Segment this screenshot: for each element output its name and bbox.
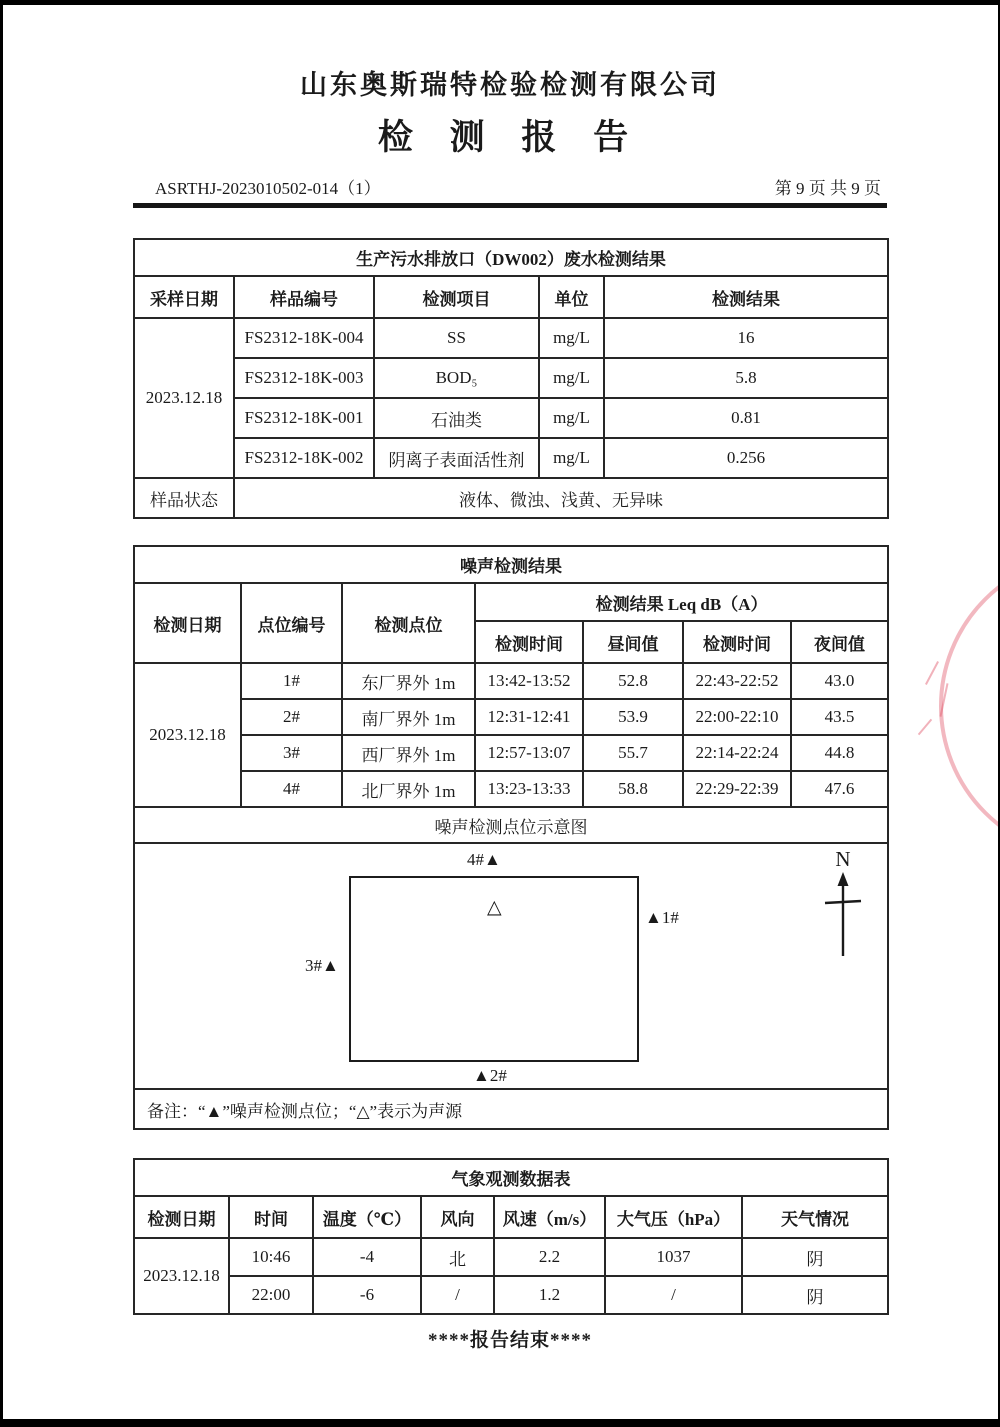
point-loc-cell: 东厂界外 1m (342, 663, 475, 699)
note-row (134, 1089, 888, 1129)
diagram-title-row (134, 807, 888, 843)
header-cell: 风速（m/s） (494, 1196, 605, 1238)
point-no-cell: 3# (241, 735, 342, 771)
header-row (134, 276, 888, 318)
unit-cell: mg/L (539, 318, 604, 358)
wind-speed-cell: 1.2 (494, 1276, 605, 1314)
red-stamp-arc (939, 553, 998, 859)
header-cell: 检测结果 (604, 276, 888, 318)
diagram-row (134, 843, 888, 1089)
result-cell: 16 (604, 318, 888, 358)
noise-source-marker: △ (487, 897, 502, 918)
header-cell: 检测时间 (683, 621, 791, 663)
table-title-row (134, 239, 888, 276)
pressure-cell: / (605, 1276, 742, 1314)
temp-cell: -4 (313, 1238, 421, 1276)
header-cell: 时间 (229, 1196, 313, 1238)
table-row (134, 663, 888, 699)
diagram-cell (134, 843, 888, 1089)
north-compass-icon (821, 846, 865, 969)
wind-dir-cell: / (421, 1276, 494, 1314)
night-value-cell: 47.6 (791, 771, 888, 807)
header-cell: 检测项目 (374, 276, 539, 318)
day-value-cell: 53.9 (583, 699, 683, 735)
item-cell: SS (374, 318, 539, 358)
noise-point-2-label: ▲2# (473, 1066, 507, 1085)
pressure-cell: 1037 (605, 1238, 742, 1276)
point-loc-cell: 北厂界外 1m (342, 771, 475, 807)
wastewater-table (133, 238, 889, 519)
point-no-cell: 1# (241, 663, 342, 699)
status-label-cell: 样品状态 (134, 478, 234, 518)
wind-dir-cell: 北 (421, 1238, 494, 1276)
noise-point-4-label: 4#▲ (467, 850, 501, 869)
noise-point-1-label: ▲1# (645, 908, 679, 927)
weather-cell: 阴 (742, 1276, 888, 1314)
unit-cell: mg/L (539, 398, 604, 438)
time-cell: 22:00 (229, 1276, 313, 1314)
day-time-cell: 13:42-13:52 (475, 663, 583, 699)
result-cell: 0.81 (604, 398, 888, 438)
sample-no-cell: FS2312-18K-003 (234, 358, 374, 398)
header-row (134, 583, 888, 621)
noise-point-diagram (135, 844, 887, 1088)
diagram-title: 噪声检测点位示意图 (134, 807, 888, 843)
night-value-cell: 43.5 (791, 699, 888, 735)
night-time-cell: 22:29-22:39 (683, 771, 791, 807)
table-row (134, 438, 888, 478)
company-name: 山东奥斯瑞特检验检测有限公司 (300, 70, 720, 100)
table-row (134, 735, 888, 771)
night-value-cell: 43.0 (791, 663, 888, 699)
wind-speed-cell: 2.2 (494, 1238, 605, 1276)
temp-cell: -6 (313, 1276, 421, 1314)
unit-cell: mg/L (539, 358, 604, 398)
result-cell: 0.256 (604, 438, 888, 478)
sample-no-cell: FS2312-18K-004 (234, 318, 374, 358)
day-time-cell: 12:57-13:07 (475, 735, 583, 771)
red-stamp-mark (918, 719, 932, 736)
weather-table (133, 1158, 889, 1315)
unit-cell: mg/L (539, 438, 604, 478)
item-cell: BOD₅ (374, 358, 539, 398)
sample-no-cell: FS2312-18K-001 (234, 398, 374, 438)
table-row (134, 1238, 888, 1276)
table-title-row (134, 1159, 888, 1196)
point-no-cell: 2# (241, 699, 342, 735)
sample-no-cell: FS2312-18K-002 (234, 438, 374, 478)
point-loc-cell: 南厂界外 1m (342, 699, 475, 735)
item-cell: 阴离子表面活性剂 (374, 438, 539, 478)
page-indicator: 第 9 页 共 9 页 (774, 179, 881, 198)
report-end-text: ****报告结束**** (427, 1330, 592, 1351)
point-no-cell: 4# (241, 771, 342, 807)
noise-table-title: 噪声检测结果 (134, 546, 888, 583)
table-row (134, 358, 888, 398)
weather-table-title: 气象观测数据表 (134, 1159, 888, 1196)
status-value-cell: 液体、微浊、浅黄、无异味 (234, 478, 888, 518)
header-cell: 昼间值 (583, 621, 683, 663)
header-cell: 风向 (421, 1196, 494, 1238)
weather-cell: 阴 (742, 1238, 888, 1276)
time-cell: 10:46 (229, 1238, 313, 1276)
header-cell: 检测点位 (342, 583, 475, 663)
weather-date-cell: 2023.12.18 (134, 1238, 229, 1314)
sample-status-row (134, 478, 888, 518)
day-time-cell: 13:23-13:33 (475, 771, 583, 807)
header-cell: 温度（℃） (313, 1196, 421, 1238)
item-cell: 石油类 (374, 398, 539, 438)
wastewater-table-title: 生产污水排放口（DW002）废水检测结果 (134, 239, 888, 276)
table-row (134, 1276, 888, 1314)
header-cell: 夜间值 (791, 621, 888, 663)
day-value-cell: 52.8 (583, 663, 683, 699)
report-number: ASRTHJ-2023010502-014（1） (155, 179, 381, 198)
table-row (134, 699, 888, 735)
header-cell: 样品编号 (234, 276, 374, 318)
header-cell: 单位 (539, 276, 604, 318)
table-row (134, 398, 888, 438)
noise-point-3-label: 3#▲ (305, 956, 339, 975)
report-title: 检 测 报 告 (377, 118, 643, 157)
header-cell: 检测日期 (134, 583, 241, 663)
day-time-cell: 12:31-12:41 (475, 699, 583, 735)
header-cell: 大气压（hPa） (605, 1196, 742, 1238)
header-cell: 检测日期 (134, 1196, 229, 1238)
header-group-cell: 检测结果 Leq dB（A） (475, 583, 888, 621)
point-loc-cell: 西厂界外 1m (342, 735, 475, 771)
report-meta (133, 174, 887, 199)
day-value-cell: 58.8 (583, 771, 683, 807)
sample-date-cell: 2023.12.18 (134, 318, 234, 478)
table-row (134, 771, 888, 807)
north-label: N (835, 847, 851, 871)
report-page (3, 5, 998, 1419)
noise-table (133, 545, 889, 1130)
diagram-note: 备注：“▲”噪声检测点位；“△”表示为声源 (134, 1089, 888, 1129)
night-time-cell: 22:14-22:24 (683, 735, 791, 771)
noise-date-cell: 2023.12.18 (134, 663, 241, 807)
header-cell: 点位编号 (241, 583, 342, 663)
night-value-cell: 44.8 (791, 735, 888, 771)
table-title-row (134, 546, 888, 583)
header-cell: 采样日期 (134, 276, 234, 318)
table-row (134, 318, 888, 358)
header-cell: 检测时间 (475, 621, 583, 663)
result-cell: 5.8 (604, 358, 888, 398)
day-value-cell: 55.7 (583, 735, 683, 771)
header-row (134, 1196, 888, 1238)
red-stamp-mark (925, 661, 939, 685)
night-time-cell: 22:43-22:52 (683, 663, 791, 699)
night-time-cell: 22:00-22:10 (683, 699, 791, 735)
header-cell: 天气情况 (742, 1196, 888, 1238)
header-rule (133, 203, 887, 208)
